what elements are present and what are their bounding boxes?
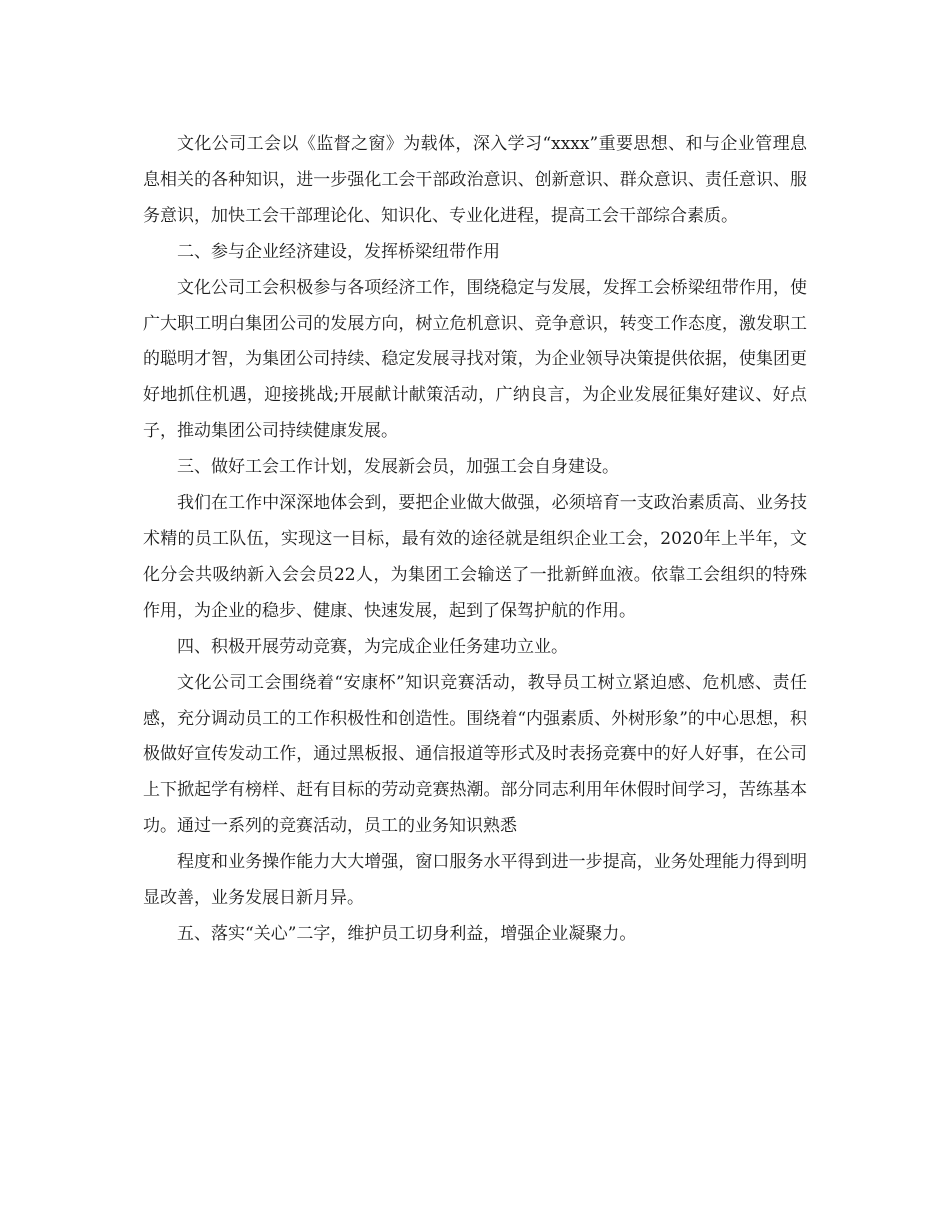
- section-heading-2: 二、参与企业经济建设，发挥桥梁纽带作用: [177, 241, 500, 262]
- paragraph-3: 我们在工作中深深地体会到，要把企业做大做强，必须培育一支政治素质高、业务技术精的员工队伍，实现这一目标，最有效的途径就是组织企业工会，2020年上半年，文化分会共吸纳新入会会员22人，为集团工会输送了一批新鲜血液。依靠工会组织的特殊作用，为企业的稳步、健康、快速发展，起到了保驾护航的作用。: [143, 493, 807, 621]
- paragraph-2: 文化公司工会积极参与各项经济工作，围绕稳定与发展，发挥工会桥梁纽带作用，使广大职工明白集团公司的发展方向，树立危机意识、竞争意识，转变工作态度，激发职工的聪明才智，为集团公司持续、稳定发展寻找对策，为企业领导决策提供依据，使集团更好地抓住机遇，迎接挑战;开展献计献策活动，广纳良言，为企业发展征集好建议、好点子，推动集团公司持续健康发展。: [143, 277, 807, 442]
- section-heading-5: 五、落实“关心”二字，维护员工切身利益，增强企业凝聚力。: [177, 923, 637, 944]
- document-page: [143, 127, 807, 953]
- paragraph-1: 文化公司工会以《监督之窗》为载体，深入学习“xxxx”重要思想、和与企业管理息息相关的各种知识，进一步强化工会干部政治意识、创新意识、群众意识、责任意识、服务意识，加快工会干部理论化、知识化、专业化进程，提高工会干部综合素质。: [143, 134, 807, 226]
- section-heading-3: 三、做好工会工作计划，发展新会员，加强工会自身建设。: [177, 457, 619, 478]
- paragraph-4: 文化公司工会围绕着“安康杯”知识竞赛活动，教导员工树立紧迫感、危机感、责任感，充分调动员工的工作积极性和创造性。围绕着“内强素质、外树形象”的中心思想，积极做好宣传发动工作，通过黑板报、通信报道等形式及时表扬竞赛中的好人好事，在公司上下掀起学有榜样、赶有目标的劳动竞赛热潮。部分同志利用年休假时间学习，苦练基本功。通过一系列的竞赛活动，员工的业务知识熟悉: [143, 672, 807, 837]
- paragraph-5: 程度和业务操作能力大大增强，窗口服务水平得到进一步提高，业务处理能力得到明显改善，业务发展日新月异。: [143, 852, 807, 909]
- section-heading-4: 四、积极开展劳动竞赛，为完成企业任务建功立业。: [177, 636, 568, 657]
